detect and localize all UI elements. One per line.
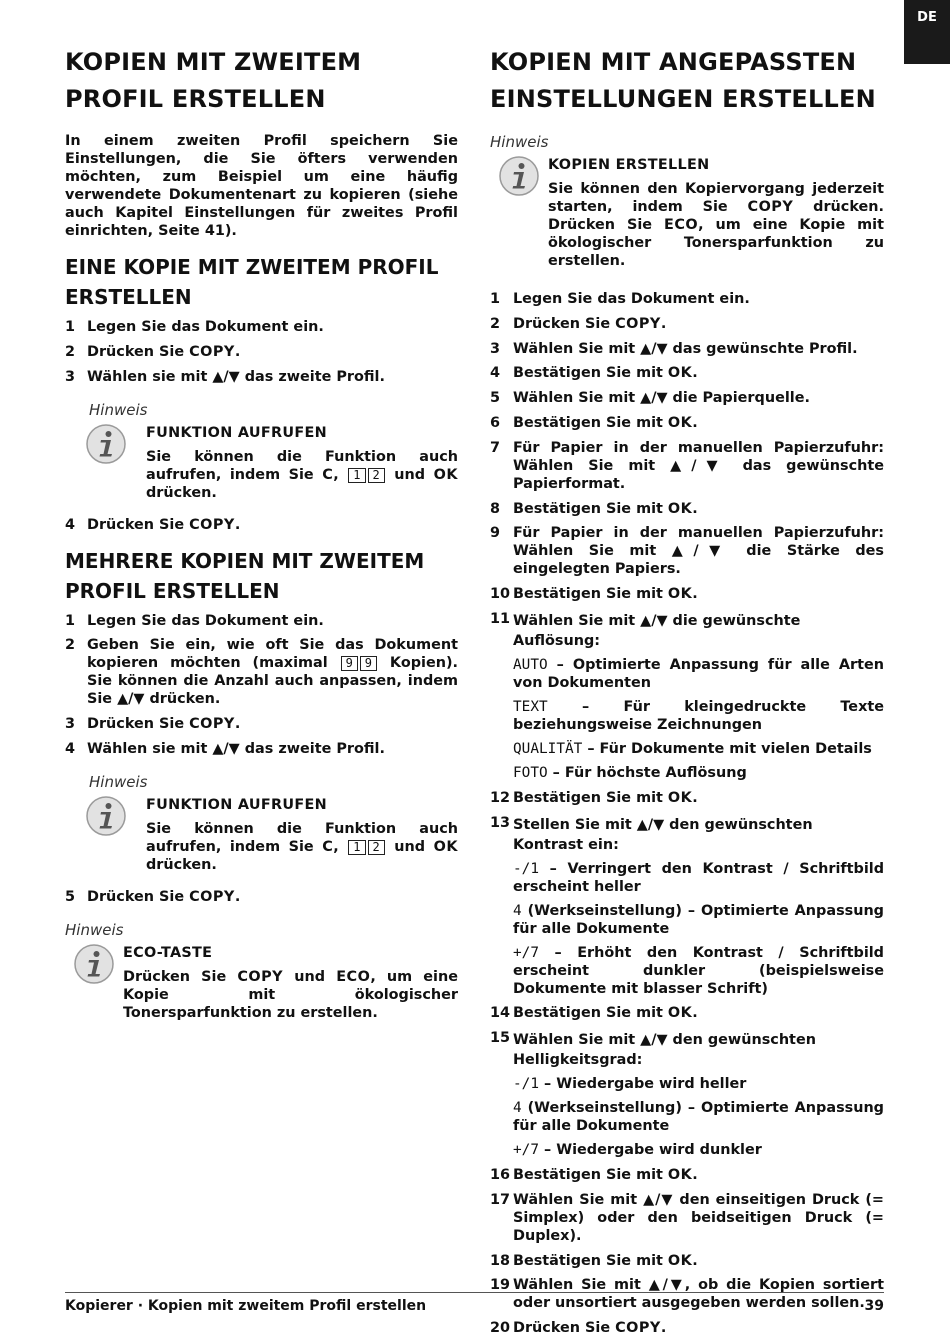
list-item: 1 Legen Sie das Dokument ein. [490, 291, 750, 307]
section-two-steps [65, 612, 458, 758]
key-1: 1 [348, 468, 365, 483]
arrow-keys-icon: ▲/▼ [636, 816, 665, 833]
list-item: 5 Drücken Sie COPY. [65, 888, 241, 905]
right-title: KOPIEN MIT ANGEPASSTEN EINSTELLUNGEN ERSTELLEN [490, 48, 876, 113]
ok-key: OK [667, 586, 693, 603]
arrow-keys-icon: ▲/▼ [117, 691, 145, 708]
arrow-keys-icon: ▲/▼ [671, 543, 731, 560]
right-column [490, 44, 884, 1344]
resolution-option: QUALITÄT – Für Dokumente mit vielen Details [513, 740, 872, 757]
resolution-option: TEXT – Für kleingedruckte Texte beziehungsweise Zeichnungen [513, 698, 884, 733]
c-key: C [322, 838, 334, 855]
arrow-keys-icon: ▲/▼ [640, 340, 668, 357]
contrast-option: 4 (Werkseinstellung) – Optimierte Anpassung für alle Dokumente [513, 902, 884, 937]
arrow-keys-icon: ▲/▼ [640, 390, 668, 407]
list-item: 3 Wählen Sie mit ▲/▼ das gewünschte Profil. [490, 340, 858, 357]
custom-settings-steps [490, 290, 884, 1337]
copy-key: COPY [237, 968, 284, 985]
arrow-keys-icon: ▲/▼ [212, 740, 240, 757]
list-item: 14 Bestätigen Sie mit OK. [490, 1005, 698, 1022]
copy-key: COPY [615, 1320, 661, 1337]
key-2: 2 [368, 840, 385, 855]
list-item: 5 Wählen Sie mit ▲/▼ die Papierquelle. [490, 390, 810, 407]
resolution-option: FOTO – Für höchste Auflösung [513, 764, 747, 781]
arrow-keys-icon: ▲/▼ [640, 1032, 668, 1049]
list-item: 1 Legen Sie das Dokument ein. [65, 319, 324, 335]
ok-key: OK [667, 365, 693, 382]
list-item: 3 Wählen sie mit ▲/▼ das zweite Profil. [65, 368, 385, 385]
info-icon [499, 156, 539, 196]
arrow-keys-icon: ▲/▼ [670, 457, 728, 474]
arrow-keys-icon: ▲/▼ [640, 612, 668, 629]
list-item: 12 Bestätigen Sie mit OK. [490, 789, 698, 806]
list-item: 16 Bestätigen Sie mit OK. [490, 1166, 698, 1183]
list-item: 2 Drücken Sie COPY. [65, 343, 241, 360]
list-item: 3 Drücken Sie COPY. [65, 716, 241, 733]
eco-key: ECO [336, 968, 371, 985]
list-item: 17 Wählen Sie mit ▲/▼ den einseitigen Druck (= Simplex) oder den beidseitigen Druck (= Duplex). [490, 1191, 884, 1244]
left-column [65, 44, 458, 1036]
list-item: 11 Wählen Sie mit ▲/▼ die gewünschte Auflösung: AUTO – Optimierte Anpassung für alle Arten von Dokumenten TEXT – Für kleingedruckte Texte beziehungsweise Zeichnungen QUALITÄT – Für Dokumente mit vielen Details FOTO – Für höchste Auflösung [490, 610, 884, 781]
list-item: 4 Drücken Sie COPY. [65, 516, 241, 533]
left-title: KOPIEN MIT ZWEITEM PROFIL ERSTELLEN [65, 48, 362, 113]
info-icon [86, 424, 126, 464]
info-icon [74, 944, 114, 984]
ok-key: OK [667, 1252, 693, 1269]
key-9: 9 [360, 656, 377, 671]
section-two-steps-cont [65, 888, 458, 906]
copy-key: COPY [189, 888, 235, 905]
list-item: 15 Wählen Sie mit ▲/▼ den gewünschten Helligkeitsgrad: -/1 – Wiedergabe wird heller 4 (Werkseinstellung) – Optimierte Anpassung für alle Dokumente +/7 – Wiedergabe wird dunkler [490, 1030, 884, 1159]
arrow-keys-icon: ▲/▼ [212, 368, 240, 385]
list-item: 4 Bestätigen Sie mit OK. [490, 365, 698, 382]
section-one-copy-title: EINE KOPIE MIT ZWEITEM PROFIL ERSTELLEN [65, 255, 439, 309]
list-item: 8 Bestätigen Sie mit OK. [490, 500, 698, 517]
note-eco-taste: Hinweis ECO-TASTE Drücken Sie COPY und ECO, um eine Kopie mit ökologischer Tonersparfunktion zu erstellen. [65, 920, 458, 1021]
note-funktion-aufrufen-1: Hinweis FUNKTION AUFRUFEN Sie können die Funktion auch aufrufen, indem Sie C, 1 2 und OK drücken. [65, 400, 458, 502]
section-one-steps [65, 318, 458, 386]
list-item: 9 Für Papier in der manuellen Papierzufuhr: Wählen Sie mit ▲/▼ die Stärke des eingelegten Papiers. [490, 525, 884, 578]
ok-key: OK [433, 466, 459, 483]
c-key: C [322, 466, 334, 483]
ok-key: OK [667, 1166, 693, 1183]
footer-divider [65, 1292, 884, 1293]
brightness-option: -/1 – Wiedergabe wird heller [513, 1076, 747, 1093]
ok-key: OK [667, 500, 693, 517]
list-item: 18 Bestätigen Sie mit OK. [490, 1252, 698, 1269]
list-item: 7 Für Papier in der manuellen Papierzufuhr: Wählen Sie mit ▲/▼ das gewünschte Papierformat. [490, 439, 884, 492]
list-item: 6 Bestätigen Sie mit OK. [490, 414, 698, 431]
list-item: 19 Wählen Sie mit ▲/▼, ob die Kopien sortiert oder unsortiert ausgegeben werden sollen. [490, 1277, 884, 1312]
key-2: 2 [368, 468, 385, 483]
copy-key: COPY [189, 516, 235, 533]
contrast-option: -/1 – Verringert den Kontrast / Schriftbild erscheint heller [513, 860, 884, 895]
ok-key: OK [667, 1005, 693, 1022]
list-item: 1 Legen Sie das Dokument ein. [65, 612, 324, 629]
section-multi-copy-title: MEHRERE KOPIEN MIT ZWEITEM PROFIL ERSTELLEN [65, 548, 425, 603]
intro-paragraph: In einem zweiten Profil speichern Sie Einstellungen, die Sie öfters verwenden möchten, zum Beispiel um eine häufig verwendete Dokumentenart zu kopieren (siehe auch Kapitel Einstellungen für zweites Profil einrichten, Seite 41). [65, 133, 458, 239]
list-item: 20 Drücken Sie COPY. [490, 1320, 667, 1337]
copy-key: COPY [615, 315, 661, 332]
info-icon [86, 796, 126, 836]
key-1: 1 [348, 840, 365, 855]
key-9: 9 [341, 656, 358, 671]
note-kopien-erstellen: Hinweis KOPIEN ERSTELLEN Sie können den Kopiervorgang jederzeit starten, indem Sie COPY drücken. Drücken Sie ECO, um eine Kopie mit ökologischer Tonersparfunktion zu erstellen. [490, 133, 884, 269]
copy-key: COPY [747, 199, 794, 215]
list-item: 2 Drücken Sie COPY. [490, 315, 667, 332]
list-item: 13 Stellen Sie mit ▲/▼ den gewünschten Kontrast ein: -/1 – Verringert den Kontrast / Schriftbild erscheint heller 4 (Werkseinstellung) – Optimierte Anpassung für alle Dokumente +/7 – Erhöht den Kontrast / Schriftbild erscheint dunkler (beispielsweise Dokumente mit blasser Schrift) [490, 814, 884, 997]
ok-key: OK [667, 789, 693, 806]
arrow-keys-icon: ▲/▼ [643, 1191, 674, 1208]
footer-chapter: Kopierer · Kopien mit zweitem Profil erstellen [65, 1298, 427, 1314]
language-tab: DE [904, 0, 950, 64]
page-number: 39 [864, 1298, 884, 1314]
contrast-option: +/7 – Erhöht den Kontrast / Schriftbild erscheint dunkler (beispielsweise Dokumente mit blasser Schrift) [513, 944, 884, 997]
arrow-keys-icon: ▲/▼ [648, 1277, 685, 1294]
ok-key: OK [433, 838, 459, 855]
list-item: 10 Bestätigen Sie mit OK. [490, 586, 698, 603]
ok-key: OK [667, 414, 693, 431]
list-item: 4 Wählen sie mit ▲/▼ das zweite Profil. [65, 740, 385, 757]
list-item: 2 Geben Sie ein, wie oft Sie das Dokument kopieren möchten (maximal 9 9 Kopien). Sie können die Anzahl auch anpassen, indem Sie ▲/▼ drücken. [65, 637, 459, 708]
resolution-option: AUTO – Optimierte Anpassung für alle Arten von Dokumenten [513, 656, 884, 691]
copy-key: COPY [189, 716, 235, 733]
note-funktion-aufrufen-2: Hinweis FUNKTION AUFRUFEN Sie können die Funktion auch aufrufen, indem Sie C, 1 2 und OK drücken. [65, 772, 458, 874]
intro-chapter-link[interactable]: Einstellungen für zweites Profil einrichten [65, 205, 458, 239]
brightness-option: 4 (Werkseinstellung) – Optimierte Anpassung für alle Dokumente [513, 1100, 884, 1135]
eco-key: ECO [664, 217, 699, 233]
section-one-steps-cont [65, 516, 458, 534]
copy-key: COPY [189, 343, 235, 360]
brightness-option: +/7 – Wiedergabe wird dunkler [513, 1142, 762, 1159]
